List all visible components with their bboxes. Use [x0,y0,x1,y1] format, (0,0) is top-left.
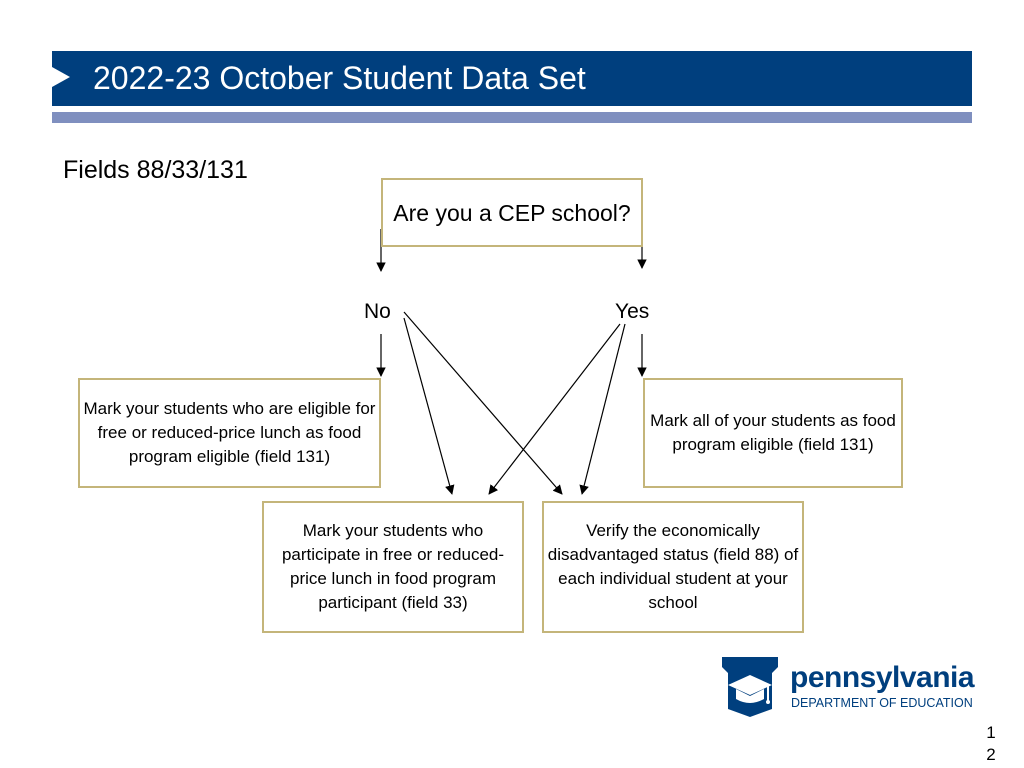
page-number [984,722,998,766]
label-yes: Yes [615,300,650,323]
node-no-eligible [78,378,381,488]
logo-wordmark: pennsylvania [790,661,975,694]
node-cep-question-text: Are you a CEP school? [393,199,631,226]
node-cep-question [381,178,643,247]
node-verify-text: Verify the economically disadvantaged status (field 88) of each individual student at your school [547,521,799,612]
edge-yes-participant [489,324,620,494]
node-yes-eligible-text: Mark all of your students as food program eligible (field 131) [650,411,896,454]
logo-department: DEPARTMENT OF EDUCATION [791,696,973,710]
page-number-line2: 2 [986,745,996,764]
edge-yes-verify [582,324,625,494]
pa-education-logo [718,655,988,720]
node-participant-text: Mark your students who participate in free or reduced-price lunch in food program participant (field 33) [281,521,505,612]
fields-label: Fields 88/33/131 [63,156,248,184]
node-yes-eligible [643,378,903,488]
page-title: 2022-23 October Student Data Set [93,60,586,96]
node-verify [542,501,804,633]
keystone-graduation-cap-icon [718,655,782,719]
edge-no-participant [404,318,452,494]
page-number-line1: 1 [986,723,996,742]
node-participant [262,501,524,633]
label-no: No [364,300,391,323]
node-no-eligible-text: Mark your students who are eligible for free or reduced-price lunch as food program eligible (field 131) [83,399,376,466]
